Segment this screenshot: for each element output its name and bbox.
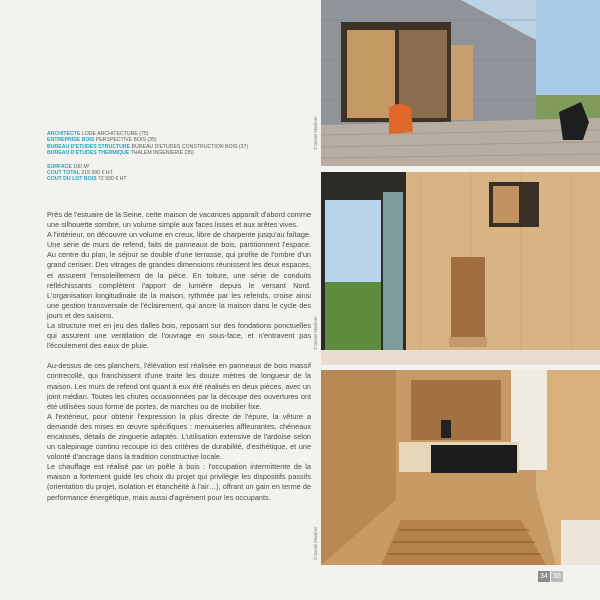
photo-stairwell-view — [321, 370, 600, 565]
stat-row: SURFACE 100 M² — [47, 163, 90, 170]
paragraph: A l'intérieur, on découvre un volume en creux, libre de charpente jusqu'au faîtage. Une série de murs de refend, faits de panneaux de bois, partitionnent l'espace. Au centre du plan, le séjour se double d'une terrasse, qui profite de l'ombre d'un grand cerisier. Des vitrages de grandes dimensions réunissent les deux espaces, et assurent l'ensoleillement de la pièce. En toiture, une série de conduits réfléchissants complètent l'apport de lumière depuis le versant Nord. L'organisation longitudinale de la maison, rythmée par les refends, croise ainsi une gestion transversale de l'éclairement, qui ancre la maison dans le cycle des jours et des saisons. — [47, 230, 311, 320]
photo-interior-window — [321, 172, 600, 365]
stat-row: COÛT DU LOT BOIS 72 500 € HT — [47, 176, 127, 183]
photo-credit: © Daniel Moulinet — [313, 316, 318, 350]
paragraph: La structure met en jeu des dalles bois, reposant sur des fondations ponctuelles qui assurent une ventilation de l'ouvrage en sous-face, et n'entravent pas l'écoulement des eaux de pluie. — [47, 321, 311, 351]
photo-credit: © Daniel Moulinet — [313, 116, 318, 150]
photo-exterior-terrace — [321, 0, 600, 166]
stat-row: COÛT TOTAL 215 000 € HT — [47, 170, 113, 177]
credit-row: BUREAU D'ÉTUDES STRUCTURE BUREAU D'ÉTUDES CONSTRUCTION BOIS (37) — [47, 143, 249, 150]
paragraph: Près de l'estuaire de la Seine, cette maison de vacances apparaît d'abord comme une silhouette sombre, un volume simple aux faces lisses et aux arêtes vives. — [47, 210, 312, 230]
paragraph: Au-dessus de ces planchers, l'élévation est réalisée en panneaux de bois massif contrecollé, qui franchissent d'une traite les douze mètres de longueur de la maison. Les murs de refend ont quant à eux été réalisés en deux pièces, avec un joint médian. Toutes les chutes occasionnées par la découpe des ouvertures ont été utilisées sous forme de portes, de marches ou de mobilier fixe. — [47, 361, 311, 411]
credit-row: BUREAU D'ÉTUDES THERMIQUE THALEM INGÉNIERIE (35) — [47, 150, 194, 157]
page-number-right: 35 — [551, 571, 563, 582]
page-number-left: 34 — [538, 571, 550, 582]
article-body — [47, 210, 311, 503]
photo-credit: © Daniel Moulinet — [313, 526, 318, 560]
project-credits — [47, 131, 309, 183]
paragraph: Le chauffage est réalisé par un poêle à bois : l'occupation intermittente de la maison a fortement guidé les choix du projet qui privilégie les dispositifs passifs (orientation du projet, isolation et étanchéité à l'air…), offrant un gain en terme de performance énergétique, mais aussi d'agrément pour les occupants. — [47, 462, 311, 502]
credit-row: ARCHITECTE LODE ARCHITECTURE (75) — [47, 131, 149, 137]
paragraph: A l'extérieur, pour obtenir l'expression la plus directe de l'épure, la vêture a demandé des mises en œuvre spécifiques : menuiseries affleurantes, chéneaux encaissés, détails de zinguerie adaptés. L'utilisation extensive de l'ardoise selon un calepinage continu recoupe ici des critères de durabilité, d'esthétique, et une volonté d'ancrage dans la tradition constructive locale. — [47, 411, 311, 462]
credit-row: ENTREPRISE BOIS PERSPECTIVE BOIS (35) — [47, 137, 157, 144]
